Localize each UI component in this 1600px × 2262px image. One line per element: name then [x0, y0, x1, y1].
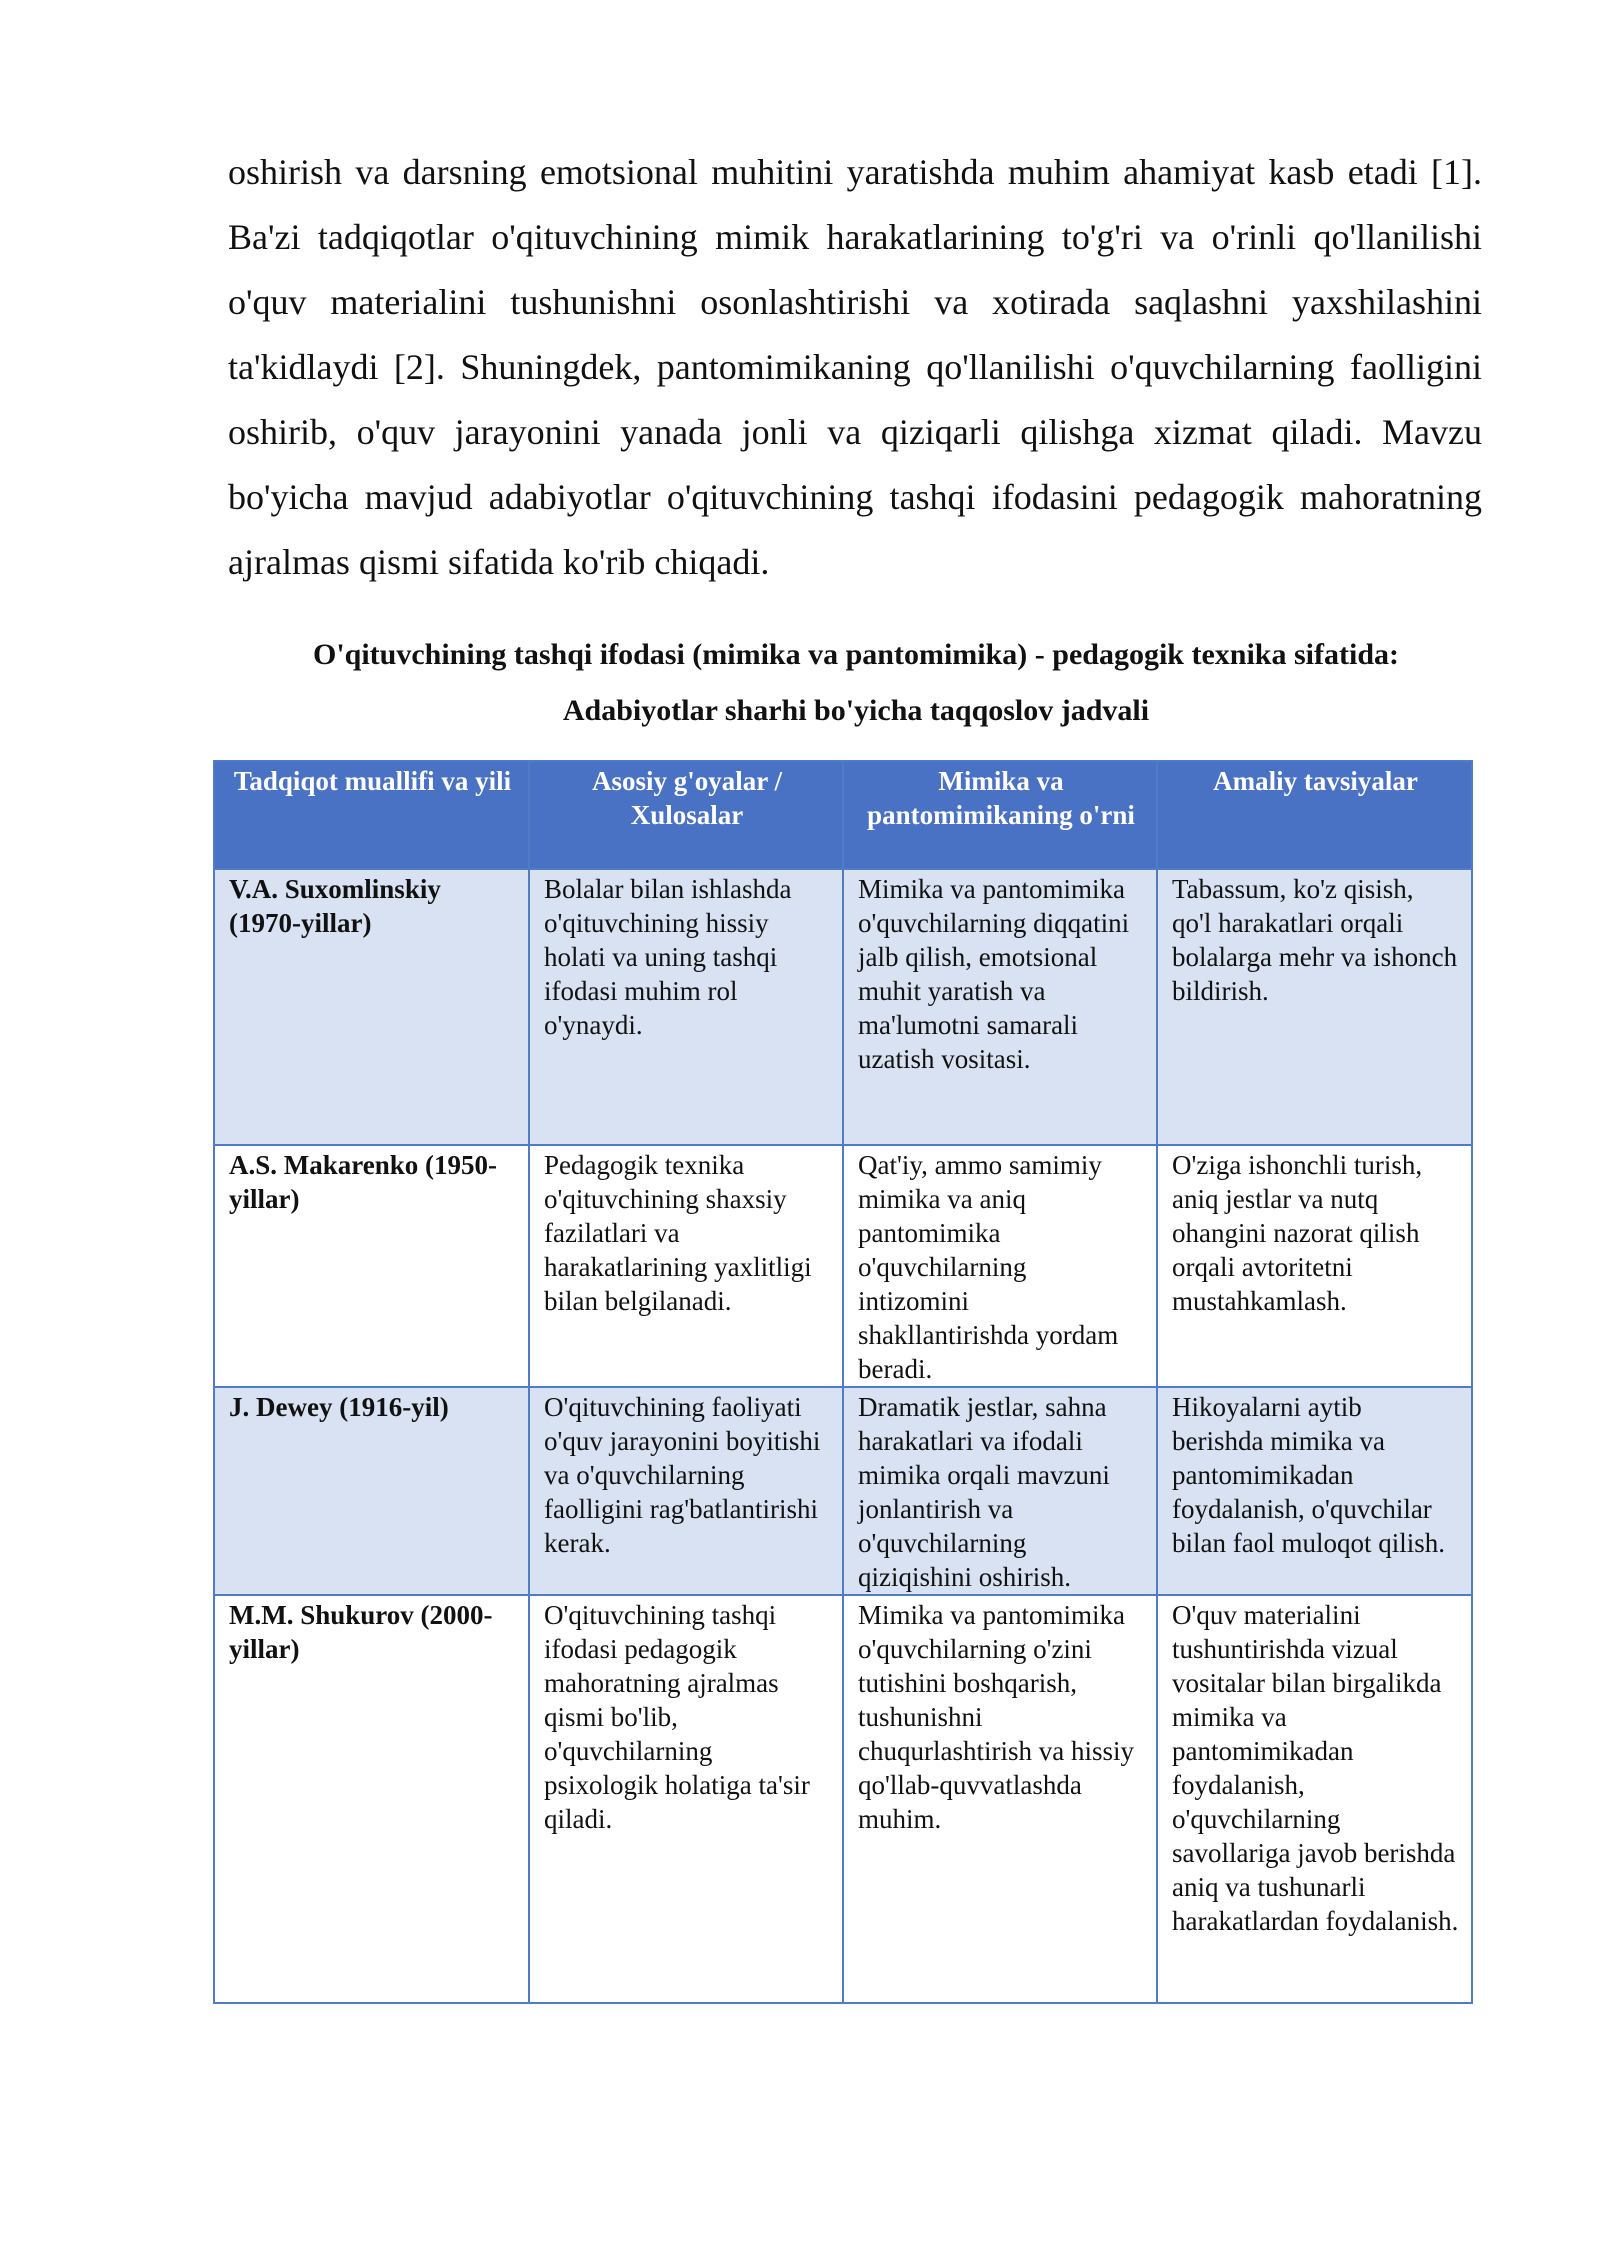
cell-ideas: Pedagogik texnika o'qituvchining shaxsiy fazilatlari va harakatlarining yaxlitligi bilan belgilanadi. — [529, 1145, 843, 1387]
table-header-row — [214, 761, 1472, 869]
cell-role: Mimika va pantomimika o'quvchilarning o'zini tutishini boshqarish, tushunishni chuqurlashtirish va hissiy qo'llab-quvvatlashda muhim. — [843, 1595, 1157, 2003]
cell-recommendations: Hikoyalarni aytib berishda mimika va pantomimikadan foydalanish, o'quvchilar bilan faol muloqot qilish. — [1157, 1387, 1472, 1595]
cell-role: Qat'iy, ammo samimiy mimika va aniq pantomimika o'quvchilarning intizomini shakllantirishda yordam beradi. — [843, 1145, 1157, 1387]
intro-paragraph: oshirish va darsning emotsional muhitini yaratishda muhim ahamiyat kasb etadi [1]. Ba'zi tadqiqotlar o'qituvchining mimik harakatlarining to'g'ri va o'rinli qo'llanilishi o'quv materialini tushunishni osonlashtirishi va xotirada saqlashni yaxshilashini ta'kidlaydi [2]. Shuningdek, pantomimikaning qo'llanilishi o'quvchilarning faolligini oshirib, o'quv jarayonini yanada jonli va qiziqarli qilishga xizmat qiladi. Mavzu bo'yicha mavjud adabiyotlar o'qituvchining tashqi ifodasini pedagogik mahoratning ajralmas qismi sifatida ko'rib chiqadi. — [228, 152, 1482, 582]
comparison-table — [213, 760, 1473, 2004]
cell-author: A.S. Makarenko (1950-yillar) — [214, 1145, 529, 1387]
cell-recommendations: O'quv materialini tushuntirishda vizual vositalar bilan birgalikda mimika va pantomimikadan foydalanish, o'quvchilarning savollariga javob berishda aniq va tushunarli harakatlardan foydalanish. — [1157, 1595, 1472, 2003]
cell-author: V.A. Suxomlinskiy (1970-yillar) — [214, 869, 529, 1145]
cell-ideas: O'qituvchining tashqi ifodasi pedagogik mahoratning ajralmas qismi bo'lib, o'quvchilarning psixologik holatiga ta'sir qiladi. — [529, 1595, 843, 2003]
table-row — [214, 1145, 1472, 1387]
table-caption-line1: O'qituvchining tashqi ifodasi (mimika va pantomimika) - pedagogik texnika sifatida: — [312, 638, 1399, 671]
table-row — [214, 1595, 1472, 2003]
cell-recommendations: Tabassum, ko'z qisish, qo'l harakatlari orqali bolalarga mehr va ishonch bildirish. — [1157, 869, 1472, 1145]
cell-role: Mimika va pantomimika o'quvchilarning diqqatini jalb qilish, emotsional muhit yaratish va ma'lumotni samarali uzatish vositasi. — [843, 869, 1157, 1145]
table-row — [214, 869, 1472, 1145]
cell-author: M.M. Shukurov (2000-yillar) — [214, 1595, 529, 2003]
cell-ideas: O'qituvchining faoliyati o'quv jarayonini boyitishi va o'quvchilarning faolligini rag'batlantirishi kerak. — [529, 1387, 843, 1595]
cell-author: J. Dewey (1916-yil) — [214, 1387, 529, 1595]
header-recommendations: Amaliy tavsiyalar — [1157, 761, 1472, 869]
header-author: Tadqiqot muallifi va yili — [214, 761, 529, 869]
table-row — [214, 1387, 1472, 1595]
cell-ideas: Bolalar bilan ishlashda o'qituvchining hissiy holati va uning tashqi ifodasi muhim rol o'ynaydi. — [529, 869, 843, 1145]
table-caption-line2: Adabiyotlar sharhi bo'yicha taqqoslov jadvali — [562, 694, 1150, 727]
header-ideas: Asosiy g'oyalar / Xulosalar — [529, 761, 843, 869]
cell-role: Dramatik jestlar, sahna harakatlari va ifodali mimika orqali mavzuni jonlantirish va o'quvchilarning qiziqishini oshirish. — [843, 1387, 1157, 1595]
header-role: Mimika va pantomimikaning o'rni — [843, 761, 1157, 869]
cell-recommendations: O'ziga ishonchli turish, aniq jestlar va nutq ohangini nazorat qilish orqali avtoritetni mustahkamlash. — [1157, 1145, 1472, 1387]
